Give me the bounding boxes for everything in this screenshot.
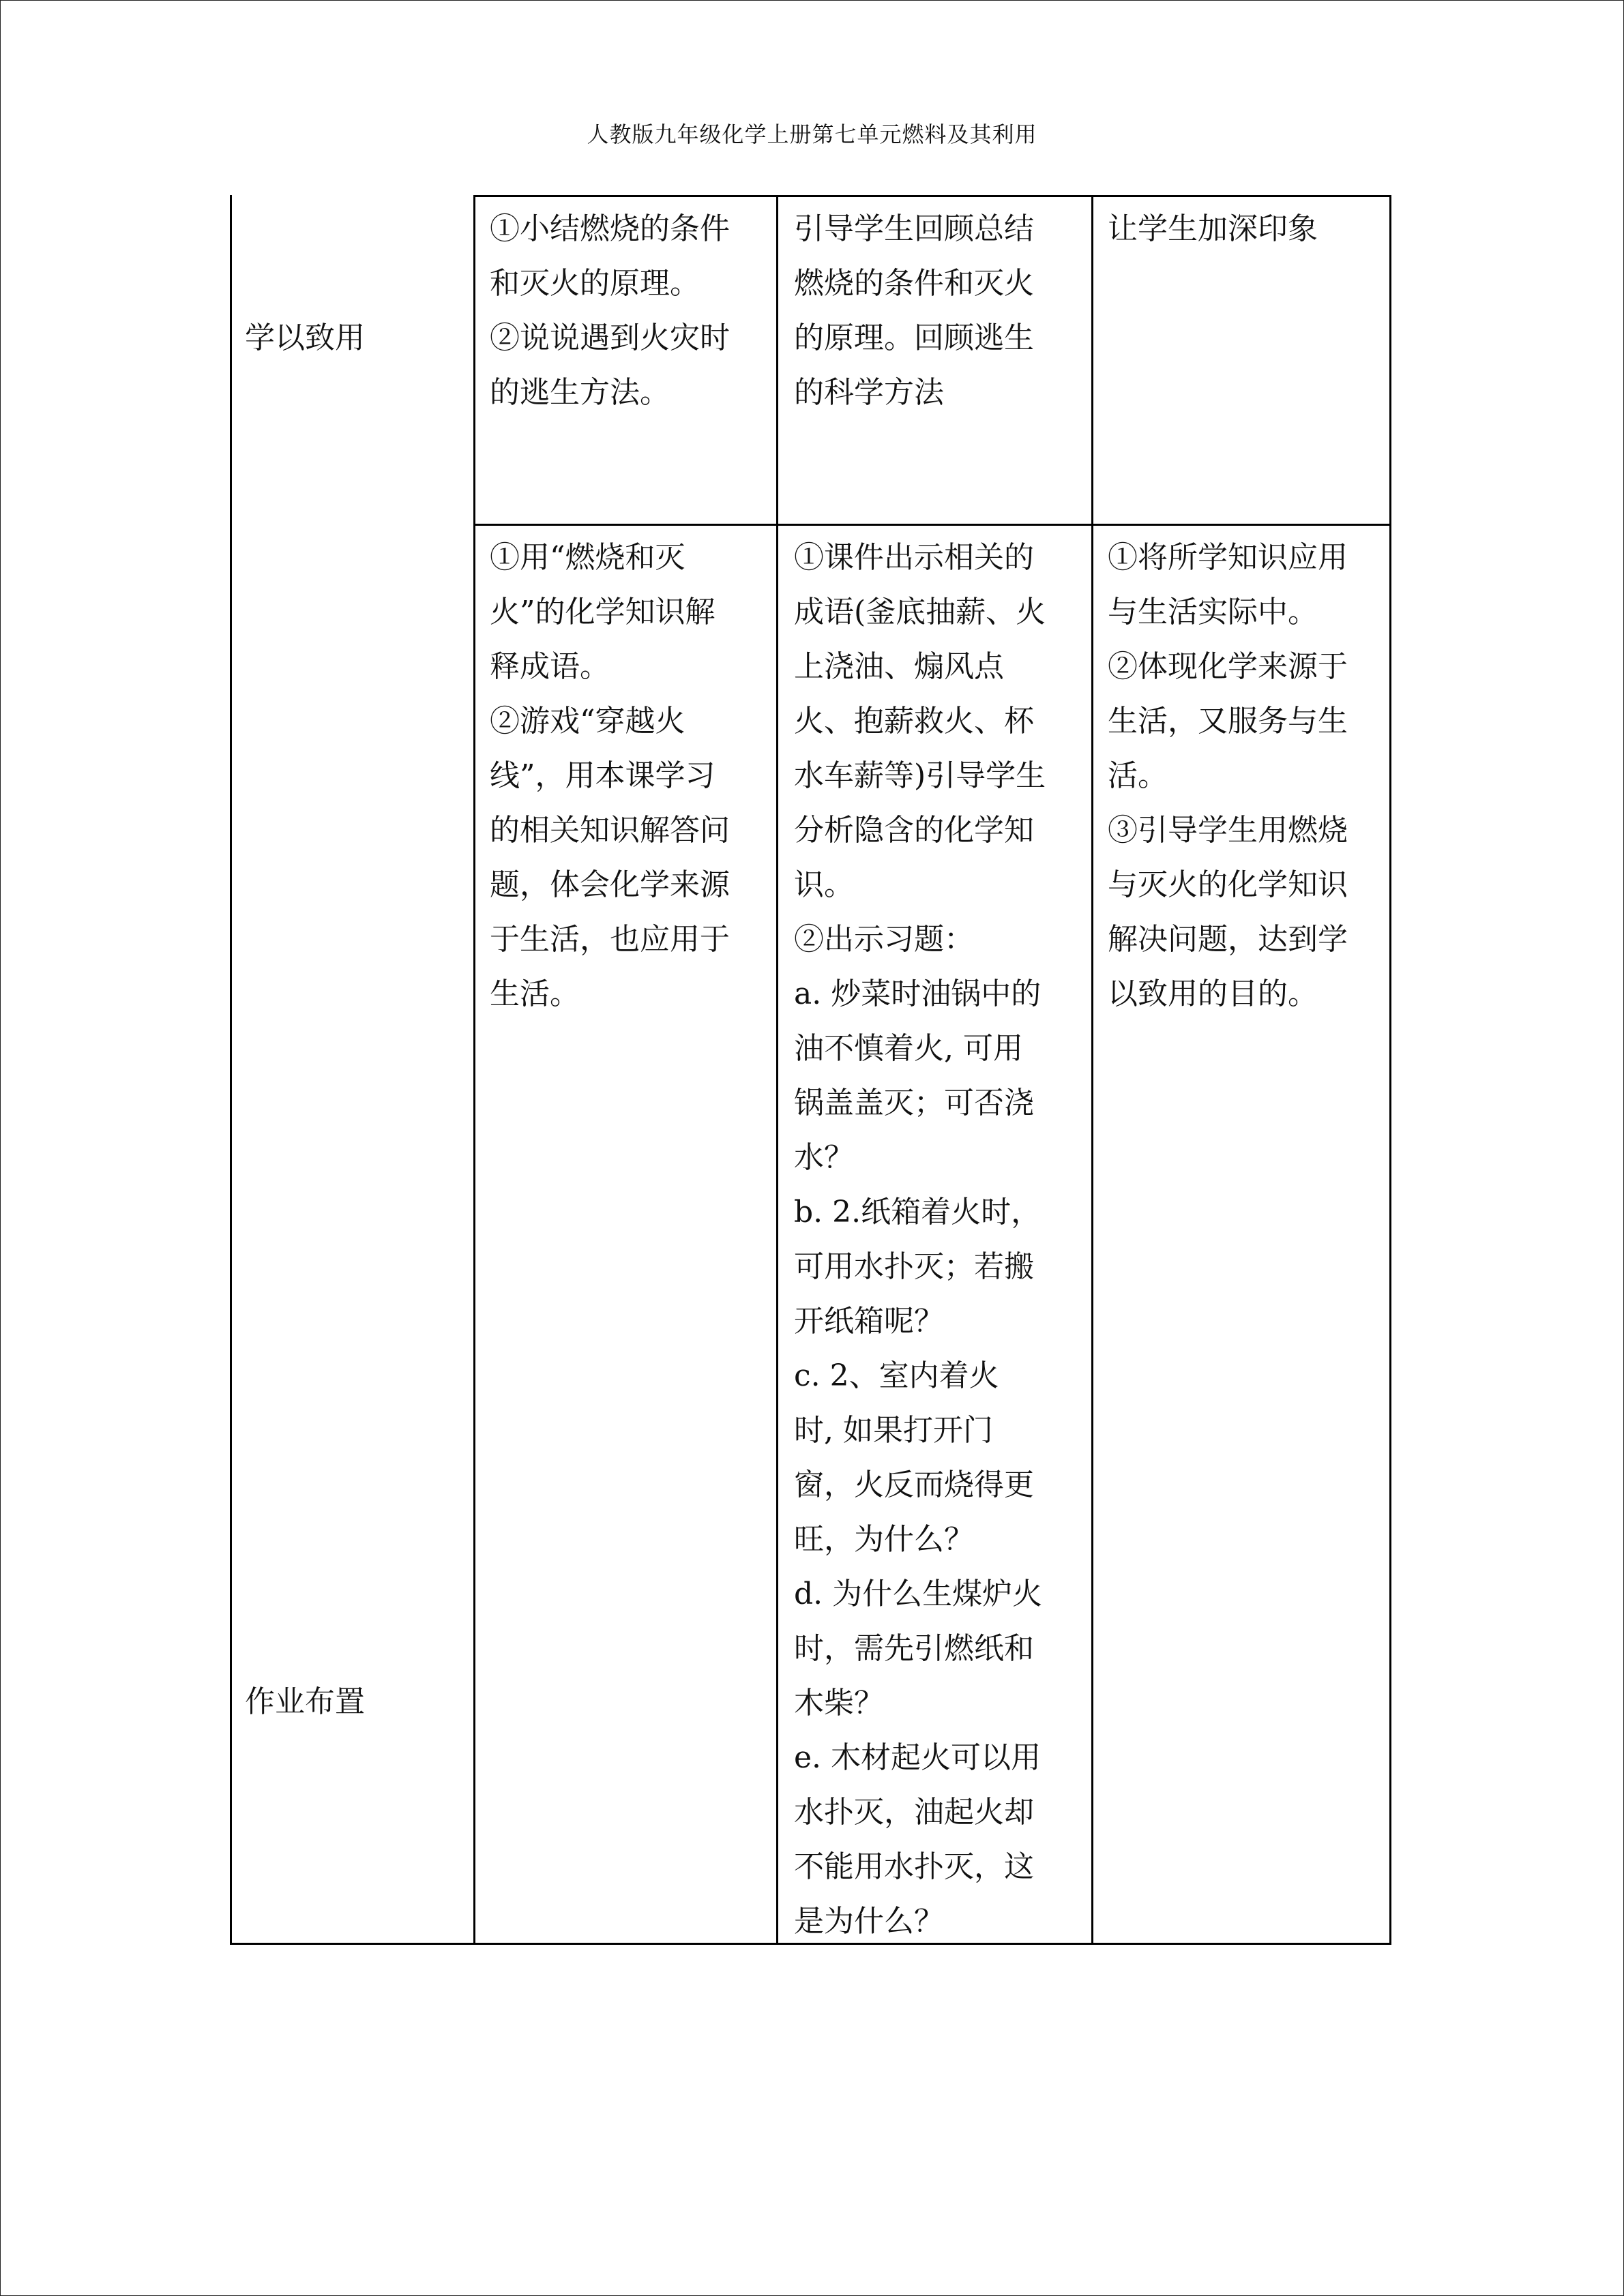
design-intent-cell: 让学生加深印象 <box>1108 211 1318 246</box>
lesson-table <box>230 195 1391 1945</box>
student-activity-cell: ①小结燃烧的条件 和灭火的原理。 ②说说遇到火灾时 的逃生方法。 <box>490 211 730 410</box>
table-column-divider <box>473 195 475 1945</box>
table-row-divider <box>473 524 1391 526</box>
table-left-border <box>230 195 232 1945</box>
design-intent-cell: ①将所学知识应用 与生活实际中。 ②体现化学来源于 生活，又服务与生 活。 ③引导学生用燃烧 与灭火的化学知识 解决问题，达到学 以致用的目的。 <box>1108 540 1348 1011</box>
stage-label: 学以致用 <box>245 320 365 355</box>
table-column-divider <box>1091 195 1093 1945</box>
table-column-divider <box>776 195 778 1945</box>
table-top-border <box>473 195 1391 197</box>
student-activity-cell: ①用“燃烧和灭 火”的化学知识解 释成语。 ②游戏“穿越火 线”，用本课学习 的相关知识解答问 题，体会化学来源 于生活，也应用于 生活。 <box>490 540 730 1011</box>
teacher-activity-cell: ①课件出示相关的 成语(釜底抽薪、火 上浇油、煽风点 火、抱薪救火、杯 水车薪等)引导学生 分析隐含的化学知 识。 ②出示习题： a. 炒菜时油锅中的 油不慎着火, 可用 锅盖盖灭；可否浇 水？ b. 2.纸箱着火时， 可用水扑灭；若搬 开纸箱呢？ c. 2、室内着火 时, 如果打开门 窗，火反而烧得更 旺，为什么？ d. 为什么生煤炉火 时，需先引燃纸和 木柴？ e. 木材起火可以用 水扑灭，油起火却 不能用水扑灭，这 是为什么？ <box>794 540 1046 1939</box>
page-header: 人教版九年级化学上册第七单元燃料及其利用 <box>587 121 1037 147</box>
table-right-border <box>1389 195 1391 1945</box>
teacher-activity-cell: 引导学生回顾总结 燃烧的条件和灭火 的原理。回顾逃生 的科学方法 <box>794 211 1034 410</box>
stage-label: 作业布置 <box>245 1684 365 1719</box>
